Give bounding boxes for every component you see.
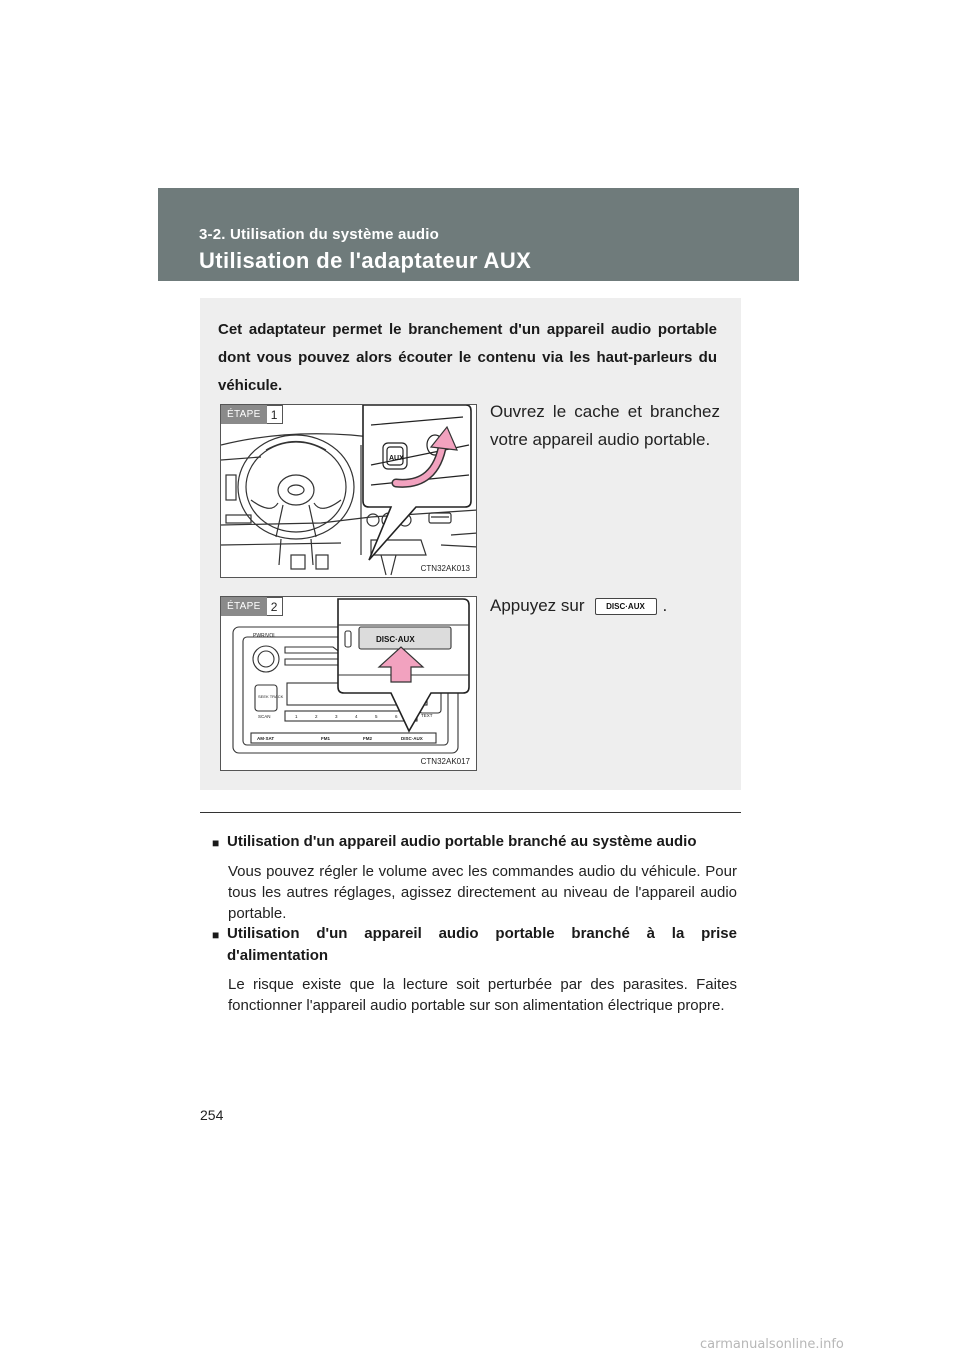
step-badge-number: 1 bbox=[267, 405, 283, 424]
scan-label: SCAN bbox=[258, 714, 271, 719]
callout-button-label: DISC·AUX bbox=[376, 635, 415, 644]
knob-label: PWR/VOL bbox=[253, 633, 277, 639]
watermark: carmanualsonline.info bbox=[700, 1337, 844, 1352]
aux-port-label: AUX bbox=[389, 455, 404, 462]
note-portable-audio bbox=[212, 831, 737, 924]
intro-text: Cet adaptateur permet le branchement d'un appareil audio portable dont vous pouvez alors écouter le contenu via les haut-parleurs du véhicule. bbox=[218, 321, 717, 394]
disc-aux-button: DISC·AUX bbox=[595, 598, 657, 615]
chapter-header bbox=[158, 188, 799, 281]
note-body: Le risque existe que la lecture soit perturbée par des parasites. Faites fonctionner l'appareil audio portable sur son alimentation électrique propre. bbox=[228, 976, 737, 1014]
step-badge-word: ÉTAPE bbox=[221, 405, 267, 424]
figure-code: CTN32AK013 bbox=[420, 564, 470, 573]
page-title: Utilisation de l'adaptateur AUX bbox=[199, 248, 532, 273]
preset-6: 6 bbox=[395, 714, 398, 719]
band-disc-aux: DISC·AUX bbox=[401, 736, 423, 741]
section-label: 3-2. Utilisation du système audio bbox=[199, 226, 439, 243]
step-2-text-after: . bbox=[662, 596, 668, 615]
preset-4: 4 bbox=[355, 714, 358, 719]
step-1-figure bbox=[220, 404, 477, 578]
divider bbox=[200, 812, 741, 813]
note-power-outlet bbox=[212, 923, 737, 1016]
square-bullet-icon: ■ bbox=[212, 836, 220, 850]
radio-illustration bbox=[221, 597, 477, 771]
text-label: TEXT bbox=[421, 713, 433, 718]
step-badge-number: 2 bbox=[267, 597, 283, 616]
square-bullet-icon: ■ bbox=[212, 928, 220, 942]
preset-3: 3 bbox=[335, 714, 338, 719]
figure-code: CTN32AK017 bbox=[420, 757, 470, 766]
band-am-sat: AM·SAT bbox=[257, 736, 275, 741]
step-1-text: Ouvrez le cache et branchez votre appareil audio portable. bbox=[490, 402, 720, 449]
step-2-badge bbox=[221, 597, 283, 616]
note-title: Utilisation d'un appareil audio portable branché à la prise d'alimentation bbox=[227, 925, 737, 964]
step-2-figure bbox=[220, 596, 477, 771]
step-2-text bbox=[490, 592, 720, 620]
note-body: Vous pouvez régler le volume avec les commandes audio du véhicule. Pour tous les autres réglages, agissez directement au niveau de l'appareil audio portable. bbox=[228, 863, 737, 922]
preset-5: 5 bbox=[375, 714, 378, 719]
note-title: Utilisation d'un appareil audio portable branché au système audio bbox=[227, 833, 697, 850]
page-number: 254 bbox=[200, 1107, 224, 1123]
preset-1: 1 bbox=[295, 714, 298, 719]
band-fm1: FM1 bbox=[321, 736, 330, 741]
band-fm2: FM2 bbox=[363, 736, 372, 741]
preset-2: 2 bbox=[315, 714, 318, 719]
instruction-panel bbox=[200, 298, 741, 790]
step-2-text-before: Appuyez sur bbox=[490, 596, 585, 615]
step-1-badge bbox=[221, 405, 283, 424]
seek-label: SEEK TRACK bbox=[258, 694, 284, 699]
step-badge-word: ÉTAPE bbox=[221, 597, 267, 616]
dashboard-illustration bbox=[221, 405, 477, 578]
